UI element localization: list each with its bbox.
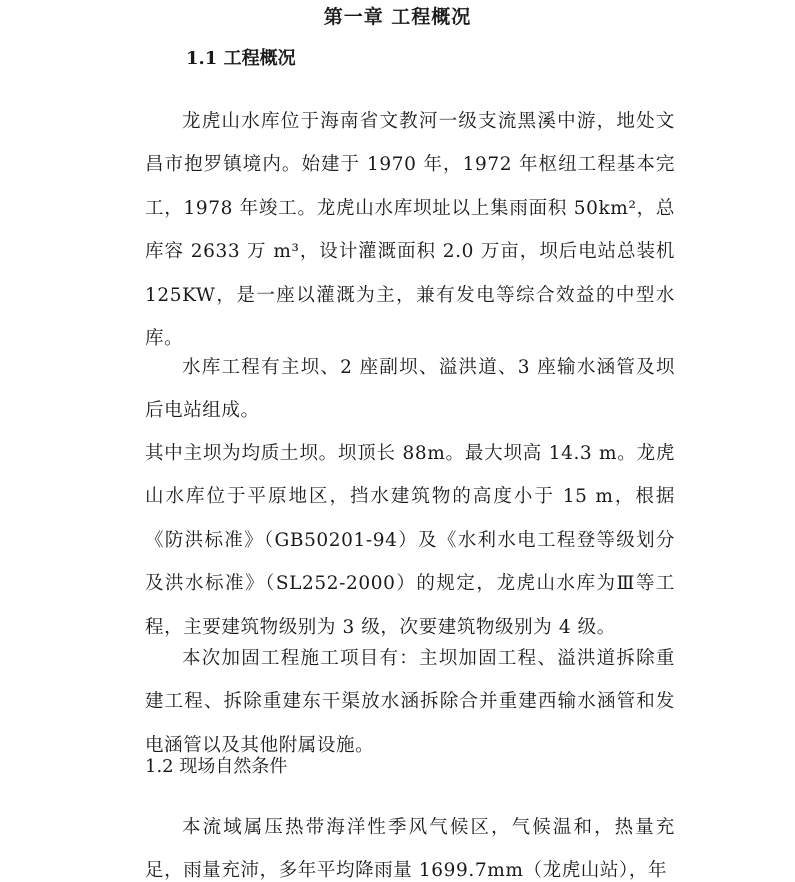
chapter-title: 第一章 工程概况 <box>323 6 472 28</box>
paragraph-components: 水库工程有主坝、2 座副坝、溢洪道、3 座输水涵管及坝后电站组成。 <box>145 356 675 421</box>
paragraph-main-dam: 其中主坝为均质土坝。坝顶长 88m。最大坝高 14.3 m。龙虎山水库位于平原地区，挡水建筑物的高度小于 15 m，根据《防洪标准》（GB50201-94）及《水利水电工程登等级划分及洪水标准》（SL252-2000）的规定，龙虎山水库为Ⅲ等工程，主要建筑物级别为 3 级，次要建筑物级别为 4 级。 <box>145 442 675 638</box>
paragraph-reinforcement-items: 本次加固工程施工项目有：主坝加固工程、溢洪道拆除重建工程、拆除重建东干渠放水涵拆除合并重建西输水涵管和发电涵管以及其他附属设施。 <box>145 647 675 756</box>
section-heading-1-1: 1.1 工程概况 <box>186 48 296 69</box>
section-heading-1-2: 1.2 现场自然条件 <box>145 756 288 777</box>
paragraph-overview: 龙虎山水库位于海南省文教河一级支流黑溪中游，地处文昌市抱罗镇境内。始建于 1970 年，1972 年枢纽工程基本完工，1978 年竣工。龙虎山水库坝址以上集雨面积 50km²，总库容 2633 万 m³，设计灌溉面积 2.0 万亩，坝后电站总装机 125KW，是一座以灌溉为主，兼有发电等综合效益的中型水库。 <box>145 110 675 349</box>
paragraph-climate: 本流域属压热带海洋性季风气候区，气候温和，热量充足，雨量充沛，多年平均降雨量 1699.7mm（龙虎山站），年 <box>145 816 675 881</box>
